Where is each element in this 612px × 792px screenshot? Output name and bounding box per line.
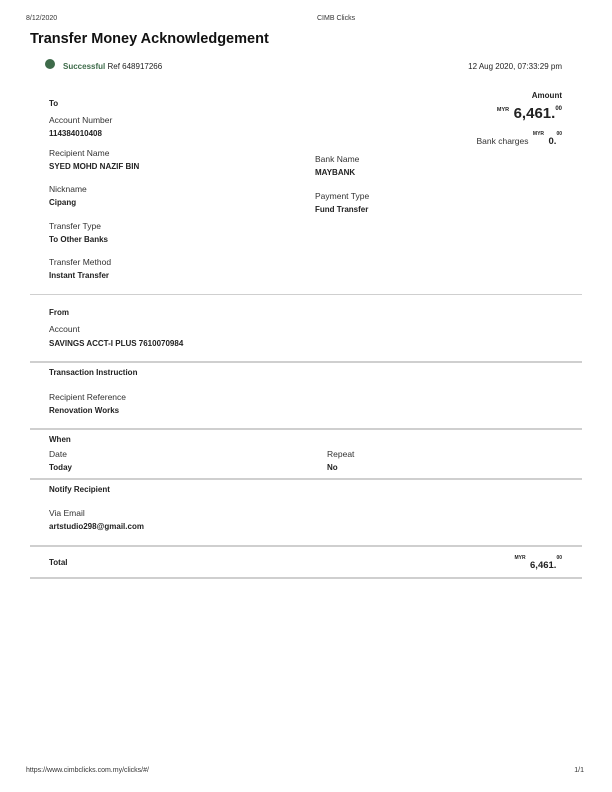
divider	[30, 545, 582, 547]
print-site-title: CIMB Clicks	[317, 15, 356, 22]
bank-name-value: MAYBANK	[315, 168, 356, 177]
amount-main: 6,461.	[513, 105, 556, 122]
from-heading: From	[49, 308, 69, 317]
total-main: 6,461.	[530, 560, 557, 571]
amount-label: Amount	[531, 91, 562, 100]
recipient-reference-label: Recipient Reference	[49, 392, 127, 402]
total-cents: 00	[556, 555, 562, 561]
payment-type-label: Payment Type	[315, 191, 370, 201]
total-currency: MYR	[514, 555, 526, 561]
account-number-value: 114384010408	[49, 129, 102, 138]
recipient-name-value: SYED MOHD NAZIF BIN	[49, 162, 140, 171]
when-heading: When	[49, 435, 71, 444]
to-heading: To	[49, 99, 59, 108]
recipient-name-label: Recipient Name	[49, 148, 110, 158]
amount-cents: 00	[555, 106, 562, 112]
from-account-value: SAVINGS ACCT-I PLUS 7610070984	[49, 339, 184, 348]
bank-name-label: Bank Name	[315, 154, 360, 164]
payment-type-value: Fund Transfer	[315, 205, 369, 214]
repeat-value: No	[327, 463, 338, 472]
transfer-type-value: To Other Banks	[49, 235, 108, 244]
total-value	[514, 555, 562, 573]
transfer-method-value: Instant Transfer	[49, 271, 110, 280]
transfer-method-label: Transfer Method	[49, 257, 112, 267]
nickname-label: Nickname	[49, 184, 87, 194]
status-line	[63, 62, 162, 71]
bank-charges-cents: 00	[556, 131, 562, 137]
page-number: 1/1	[574, 767, 584, 774]
date-value: Today	[49, 463, 72, 472]
nickname-value: Cipang	[49, 198, 77, 207]
divider	[30, 361, 582, 363]
divider	[30, 577, 582, 579]
account-number-label: Account Number	[49, 115, 113, 125]
repeat-label: Repeat	[327, 449, 355, 459]
transaction-instruction-heading: Transaction Instruction	[49, 368, 138, 377]
via-email-label: Via Email	[49, 508, 85, 518]
transfer-type-label: Transfer Type	[49, 221, 101, 231]
page-title: Transfer Money Acknowledgement	[30, 31, 269, 47]
divider	[30, 294, 582, 295]
bank-charges-label: Bank charges	[476, 136, 529, 146]
recipient-reference-value: Renovation Works	[49, 406, 120, 415]
print-url: https://www.cimbclicks.com.my/clicks/#/	[26, 767, 149, 774]
transaction-datetime: 12 Aug 2020, 07:33:29 pm	[468, 62, 562, 71]
reference-number: Ref 648917266	[107, 62, 163, 71]
amount-value	[497, 105, 562, 123]
success-icon	[45, 59, 55, 69]
from-account-label: Account	[49, 324, 80, 334]
divider	[30, 478, 582, 480]
print-date: 8/12/2020	[26, 15, 58, 22]
notify-recipient-heading: Notify Recipient	[49, 485, 110, 494]
total-label: Total	[49, 558, 68, 567]
bank-charges	[476, 131, 562, 149]
bank-charges-currency: MYR	[532, 131, 545, 137]
recipient-email-value: artstudio298@gmail.com	[49, 522, 144, 531]
date-label: Date	[49, 449, 67, 459]
amount-currency: MYR	[496, 107, 510, 113]
divider	[30, 428, 582, 430]
status-label: Successful	[63, 62, 106, 71]
bank-charges-main: 0.	[548, 136, 557, 147]
